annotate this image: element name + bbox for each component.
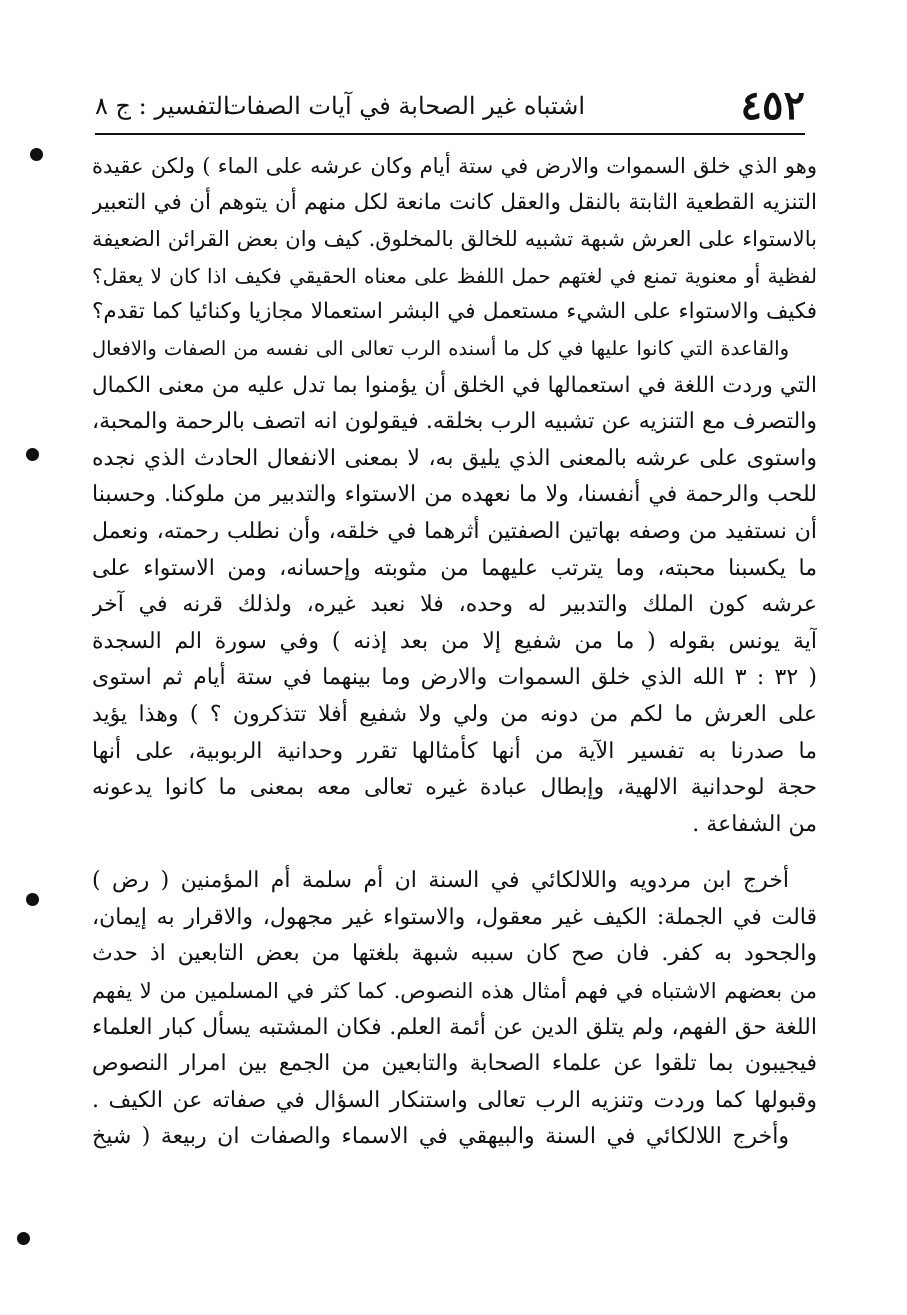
text-line: والتصرف مع التنزيه عن تشبيه الرب بخلقه. فيقولون انه اتصف بالرحمة والمحبة،: [92, 409, 817, 435]
text-line: لفظية أو معنوية تمنع في لغتهم حمل اللفظ على معناه الحقيقي فكيف اذا كان لا يعقل؟: [92, 263, 817, 288]
text-line: بالاستواء على العرش شبهة تشبيه للخالق بالمخلوق. كيف وان بعض القرائن الضعيفة: [92, 227, 817, 252]
text-line: التي وردت اللغة في استعمالها في الخلق أن يؤمنوا بما تدل عليه من معنى الكمال: [92, 372, 817, 398]
text-line: آية يونس بقوله ( ما من شفيع إلا من بعد إذنه ) وفي سورة الم السجدة: [92, 628, 817, 654]
margin-dot: [17, 1232, 30, 1245]
text-line: اللغة حق الفهم، ولم يتلق الدين عن أئمة العلم. فكان المشتبه يسأل كبار العلماء: [92, 1014, 817, 1040]
paragraph-gap: [92, 843, 817, 863]
margin-dot: [26, 448, 39, 461]
text-line: من بعضهم الاشتباه في فهم أمثال هذه النصوص. كما كثر في المسلمين من لا يفهم: [92, 979, 817, 1004]
text-line: والجحود به كفر. فان صح كان سببه شبهة بلغتها من بعض التابعين اذ حدث: [92, 941, 817, 967]
text-line: أن نستفيد من وصفه بهاتين الصفتين أثرهما في خلقه، وأن نطلب رحمته، ونعمل: [92, 518, 817, 544]
text-line: ( ٣٢ : ٣ الله الذي خلق السموات والارض وما بينهما في ستة أيام ثم استوى: [92, 665, 817, 691]
header-rule: [95, 133, 805, 135]
text-line: ما صدرنا به تفسير الآية من أنها كأمثالها تقرر وحدانية الربوبية، على أنها: [92, 738, 817, 764]
margin-dot: [26, 893, 39, 906]
body-text: [92, 148, 817, 1156]
text-line: من الشفاعة .: [692, 811, 817, 837]
text-line: عرشه كون الملك والتدبير له وحده، فلا نعبد غيره، ولذلك قرنه في آخر: [92, 592, 817, 618]
page-number: ٤٥٢: [740, 82, 805, 129]
text-line: فكيف والاستواء على الشيء مستعمل في البشر استعمالا مجازيا وكنائيا كما تقدم؟: [92, 299, 817, 325]
page-header: [95, 82, 805, 129]
text-line: وهو الذي خلق السموات والارض في ستة أيام وكان عرشه على الماء ) ولكن عقيدة: [92, 154, 817, 178]
volume-label: التفسير : ج ٨: [95, 92, 230, 120]
text-line: والقاعدة التي كانوا عليها في كل ما أسنده الرب تعالى الى نفسه من الصفات والافعال: [92, 336, 789, 360]
text-line: للحب والرحمة في أنفسنا، ولا ما نعهده من الاستواء والتدبير من ملوكنا. وحسبنا: [92, 482, 817, 508]
text-line: التنزيه القطعية الثابتة بالنقل والعقل كانت مانعة لكل منهم أن يتوهم أن في التعبير: [92, 189, 817, 215]
text-line: فيجيبون بما تلقوا عن علماء الصحابة والتابعين من الجمع بين امرار النصوص: [92, 1051, 817, 1077]
text-line: على العرش ما لكم من دونه من ولي ولا شفيع أفلا تتذكرون ؟ ) وهذا يؤيد: [92, 701, 817, 727]
text-line: أخرج ابن مردويه واللالكائي في السنة ان أم سلمة أم المؤمنين ( رض ): [92, 868, 789, 894]
running-title: اشتباه غير الصحابة في آيات الصفات: [223, 92, 585, 120]
text-line: وقبولها كما وردت وتنزيه الرب تعالى واستنكار السؤال في صفاته عن الكيف .: [92, 1087, 817, 1113]
text-line: واستوى على عرشه بالمعنى الذي يليق به، لا بمعنى الانفعال الحادث الذي نجده: [92, 445, 817, 471]
text-line: وأخرج اللالكائي في السنة والبيهقي في الاسماء والصفات ان ربيعة ( شيخ: [92, 1124, 789, 1150]
text-line: ما يكسبنا محبته، وما يترتب عليهما من مثوبته وإحسانه، ومن الاستواء على: [92, 555, 817, 581]
margin-dot: [30, 148, 43, 161]
text-line: قالت في الجملة: الكيف غير معقول، والاستواء غير مجهول، والاقرار به إيمان،: [92, 904, 817, 930]
text-line: حجة لوحدانية الالهية، وإبطال عبادة غيره تعالى معه بمعنى ما كانوا يدعونه: [92, 775, 817, 801]
